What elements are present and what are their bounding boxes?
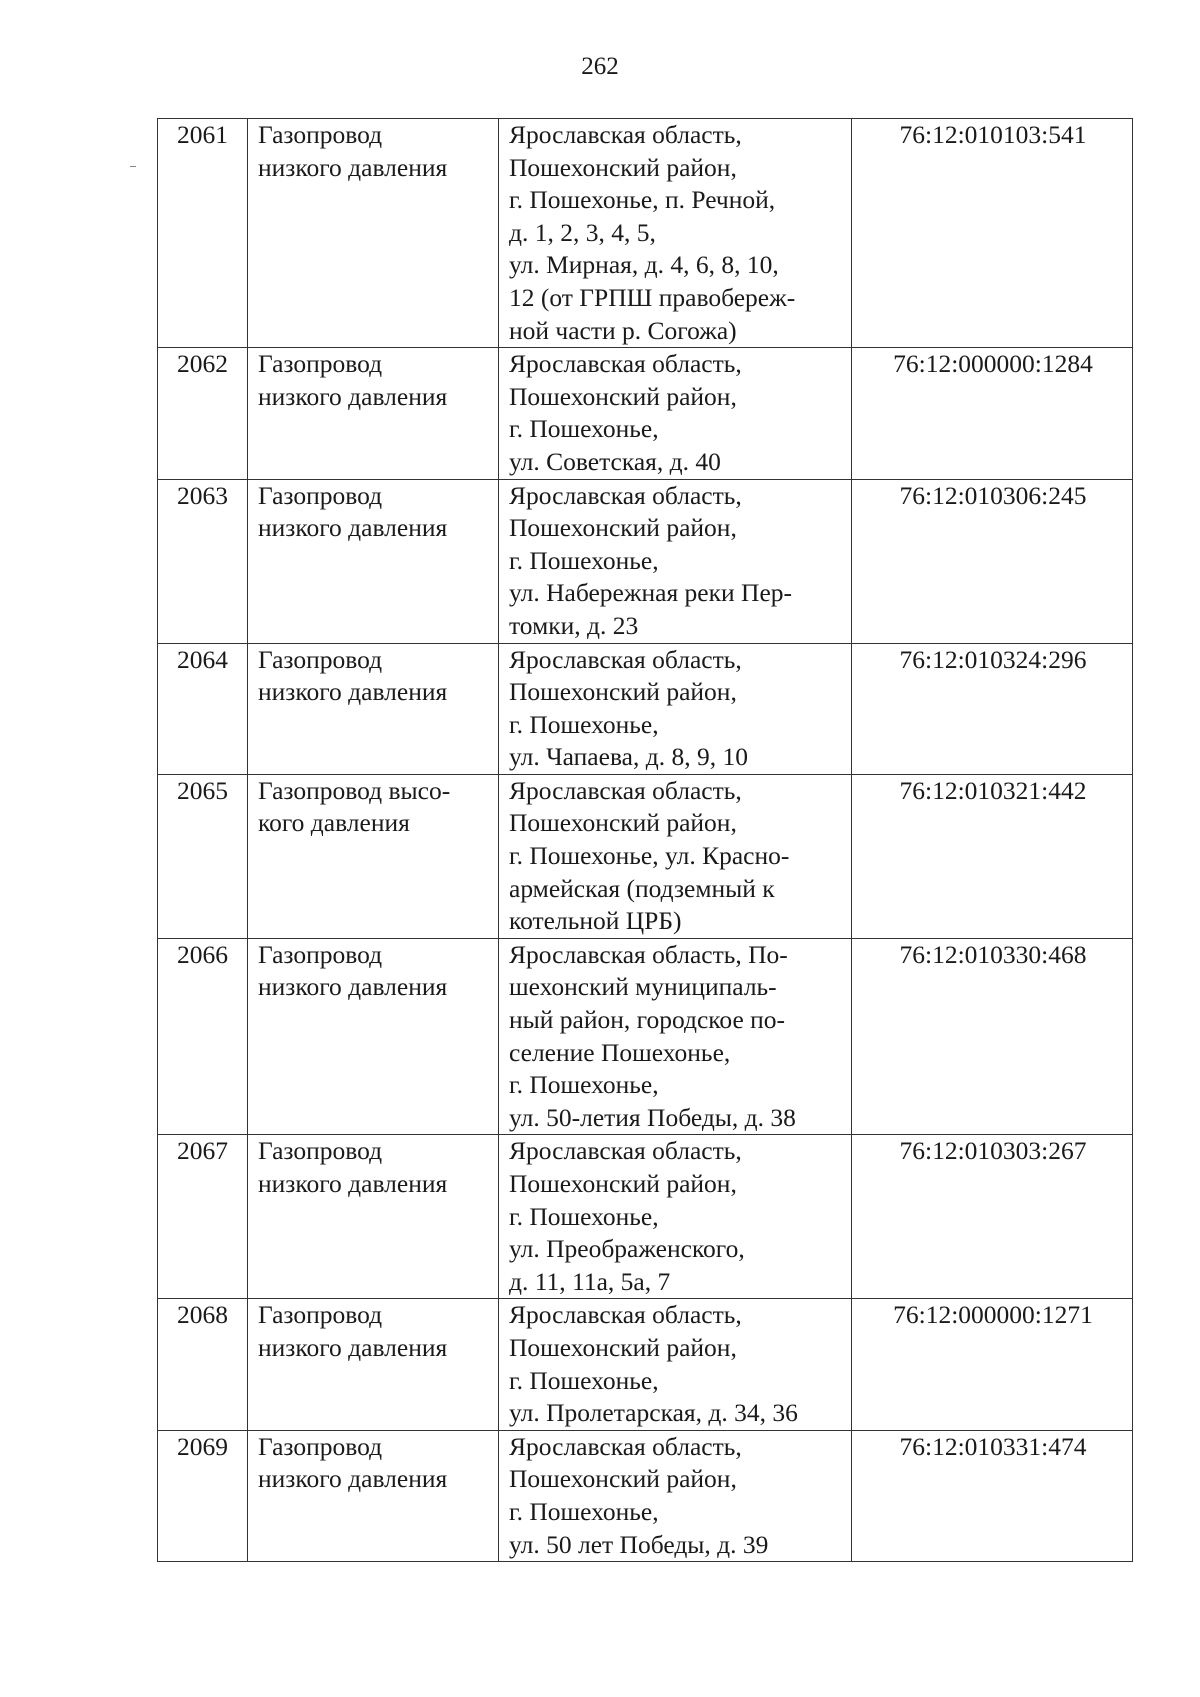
address-line: г. Пошехонье, (509, 1496, 659, 1526)
address-line: шехонский муниципаль- (509, 972, 777, 1002)
cadastral-number-cell: 76:12:010330:468 (852, 938, 1133, 1135)
address-line: ный район, городское по- (509, 1005, 786, 1035)
address-line: ной части р. Согожа) (509, 315, 737, 345)
address-line: ул. Набережная реки Пер- (509, 578, 793, 608)
object-name-cell (248, 643, 499, 774)
object-name-cell (248, 774, 499, 938)
table-row (158, 1135, 1133, 1299)
cadastral-number-cell: 76:12:010306:245 (852, 479, 1133, 643)
object-name-line: Газопровод (258, 349, 383, 379)
object-name-line: низкого давления (258, 513, 448, 543)
address-line: Пошехонский район, (509, 513, 737, 543)
table-row (158, 1299, 1133, 1430)
address-line: Ярославская область, (509, 480, 742, 510)
address-line: Пошехонский район, (509, 1464, 737, 1494)
address-line: д. 11, 11а, 5а, 7 (509, 1266, 671, 1296)
row-number-cell: 2066 (158, 938, 248, 1135)
row-number-cell: 2065 (158, 774, 248, 938)
address-line: котельной ЦРБ) (509, 906, 682, 936)
address-cell (499, 774, 852, 938)
object-name-line: низкого давления (258, 1464, 448, 1494)
object-name-cell (248, 938, 499, 1135)
object-name-cell (248, 119, 499, 348)
object-name-line: Газопровод (258, 120, 383, 149)
row-number-cell: 2062 (158, 348, 248, 479)
object-name-cell (248, 479, 499, 643)
row-number-cell: 2064 (158, 643, 248, 774)
address-cell (499, 348, 852, 479)
row-number-cell: 2067 (158, 1135, 248, 1299)
object-name-line: низкого давления (258, 677, 448, 707)
address-line: Пошехонский район, (509, 381, 737, 411)
table-row (158, 479, 1133, 643)
table-row (158, 1430, 1133, 1561)
address-line: д. 1, 2, 3, 4, 5, (509, 217, 656, 247)
address-line: ул. Советская, д. 40 (509, 446, 721, 476)
cadastral-number-cell: 76:12:000000:1284 (852, 348, 1133, 479)
address-line: г. Пошехонье, (509, 1070, 659, 1100)
address-line: Пошехонский район, (509, 677, 737, 707)
cadastral-number-cell: 76:12:000000:1271 (852, 1299, 1133, 1430)
table-row (158, 643, 1133, 774)
address-cell (499, 643, 852, 774)
table-row (158, 119, 1133, 348)
object-name-line: Газопровод (258, 1431, 383, 1461)
registry-table-body (158, 119, 1133, 1562)
table-row (158, 348, 1133, 479)
object-name-line: Газопровод (258, 1300, 383, 1330)
address-cell (499, 1299, 852, 1430)
address-line: г. Пошехонье, п. Речной, (509, 185, 776, 215)
address-cell (499, 479, 852, 643)
object-name-line: кого давления (258, 808, 410, 838)
object-name-cell (248, 1299, 499, 1430)
scan-mark (130, 166, 136, 167)
registry-table (157, 118, 1133, 1562)
cadastral-number-cell: 76:12:010331:474 (852, 1430, 1133, 1561)
object-name-cell (248, 1430, 499, 1561)
address-line: ул. Преображенского, (509, 1234, 745, 1264)
address-line: г. Пошехонье, (509, 1201, 659, 1231)
object-name-line: низкого давления (258, 1332, 448, 1362)
address-line: г. Пошехонье, ул. Красно- (509, 841, 790, 871)
address-line: Ярославская область, (509, 349, 742, 379)
table-row (158, 774, 1133, 938)
address-line: Пошехонский район, (509, 1169, 737, 1198)
address-line: Ярославская область, (509, 644, 742, 674)
cadastral-number-cell: 76:12:010103:541 (852, 119, 1133, 348)
cadastral-number-cell: 76:12:010321:442 (852, 774, 1133, 938)
object-name-line: низкого давления (258, 381, 448, 411)
page-number: 262 (581, 53, 619, 80)
address-cell (499, 1430, 852, 1561)
address-line: Пошехонский район, (509, 808, 737, 838)
address-line: Пошехонский район, (509, 1332, 737, 1362)
object-name-line: Газопровод высо- (258, 775, 451, 805)
object-name-line: Газопровод (258, 939, 383, 969)
object-name-cell (248, 1135, 499, 1299)
address-line: армейская (подземный к (509, 873, 775, 903)
address-line: г. Пошехонье, (509, 1365, 659, 1395)
cadastral-number-cell: 76:12:010324:296 (852, 643, 1133, 774)
address-line: г. Пошехонье, (509, 545, 659, 575)
address-line: Ярославская область, (509, 1300, 742, 1330)
address-line: Ярославская область, (509, 1136, 742, 1166)
address-line: Пошехонский район, (509, 152, 737, 182)
address-cell (499, 119, 852, 348)
address-line: Ярославская область, По- (509, 939, 788, 969)
address-line: г. Пошехонье, (509, 709, 659, 739)
address-line: ул. Пролетарская, д. 34, 36 (509, 1398, 798, 1428)
address-line: ул. Мирная, д. 4, 6, 8, 10, (509, 250, 779, 280)
cadastral-number-cell: 76:12:010303:267 (852, 1135, 1133, 1299)
object-name-line: Газопровод (258, 480, 383, 510)
object-name-line: Газопровод (258, 644, 383, 674)
row-number-cell: 2061 (158, 119, 248, 348)
object-name-line: Газопровод (258, 1136, 383, 1166)
object-name-line: низкого давления (258, 152, 448, 182)
table-row (158, 938, 1133, 1135)
object-name-line: низкого давления (258, 972, 448, 1002)
row-number-cell: 2068 (158, 1299, 248, 1430)
row-number-cell: 2069 (158, 1430, 248, 1561)
address-cell (499, 938, 852, 1135)
address-line: г. Пошехонье, (509, 414, 659, 444)
address-line: селение Пошехонье, (509, 1037, 731, 1067)
address-line: Ярославская область, (509, 775, 742, 805)
address-line: ул. 50-летия Победы, д. 38 (509, 1102, 796, 1132)
object-name-line: низкого давления (258, 1169, 448, 1198)
address-line: ул. Чапаева, д. 8, 9, 10 (509, 742, 748, 772)
address-line: Ярославская область, (509, 120, 742, 149)
address-line: ул. 50 лет Победы, д. 39 (509, 1529, 769, 1559)
address-line: томки, д. 23 (509, 610, 639, 640)
address-line: 12 (от ГРПШ правобереж- (509, 282, 796, 312)
object-name-cell (248, 348, 499, 479)
address-cell (499, 1135, 852, 1299)
row-number-cell: 2063 (158, 479, 248, 643)
address-line: Ярославская область, (509, 1431, 742, 1461)
